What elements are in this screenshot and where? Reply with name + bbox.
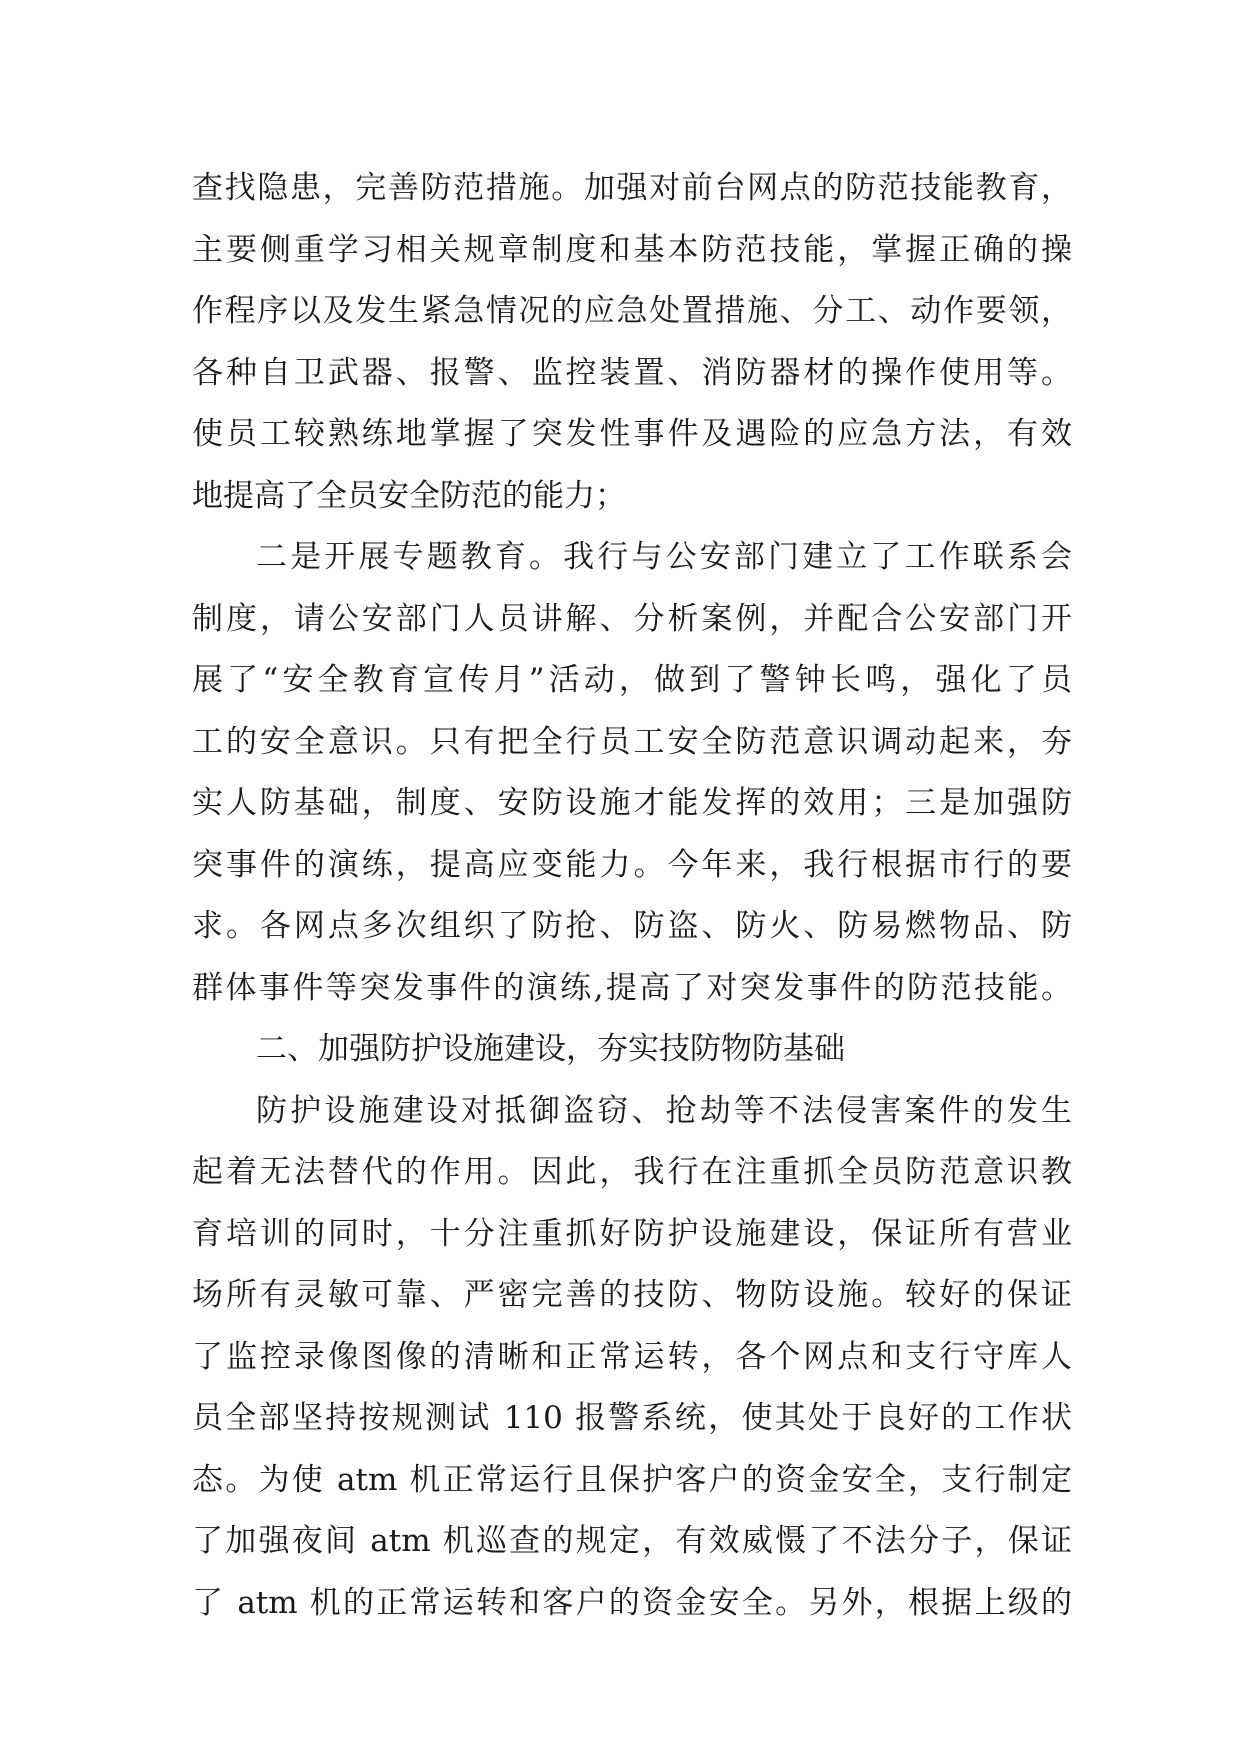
text-line: 实人防基础，制度、安防设施才能发挥的效用；三是加强防 <box>192 785 1072 821</box>
text-line: 求。各网点多次组织了防抢、防盗、防火、防易燃物品、防 <box>192 908 1072 944</box>
text-line: 群体事件等突发事件的演练,提高了对突发事件的防范技能。 <box>192 969 1072 1006</box>
body-text <box>192 158 1072 1634</box>
text-line: 工的安全意识。只有把全行员工安全防范意识调动起来，夯 <box>192 723 1072 760</box>
text-line: 了加强夜间 atm 机巡查的规定，有效威慑了不法分子，保证 <box>192 1523 1072 1559</box>
text-line: 育培训的同时，十分注重抓好防护设施建设，保证所有营业 <box>192 1215 1072 1252</box>
text-line: 地提高了全员安全防范的能力； <box>192 477 626 514</box>
text-line: 使员工较熟练地掌握了突发性事件及遇险的应急方法，有效 <box>192 416 1072 452</box>
text-line: 突事件的演练，提高应变能力。今年来，我行根据市行的要 <box>192 846 1072 883</box>
text-line: 场所有灵敏可靠、严密完善的技防、物防设施。较好的保证 <box>192 1277 1072 1313</box>
text-line: 员全部坚持按规测试 110 报警系统，使其处于良好的工作状 <box>192 1400 1072 1436</box>
text-line: 态。为使 atm 机正常运行且保护客户的资金安全，支行制定 <box>192 1461 1072 1498</box>
text-line: 制度，请公安部门人员讲解、分析案例，并配合公安部门开 <box>192 600 1072 637</box>
text-line: 查找隐患，完善防范措施。加强对前台网点的防范技能教育， <box>192 170 1072 206</box>
text-line: 主要侧重学习相关规章制度和基本防范技能，掌握正确的操 <box>192 231 1072 268</box>
text-line: 了监控录像图像的清晰和正常运转，各个网点和支行守库人 <box>192 1338 1072 1375</box>
text-line: 起着无法替代的作用。因此，我行在注重抓全员防范意识教 <box>192 1154 1072 1190</box>
text-line: 各种自卫武器、报警、监控装置、消防器材的操作使用等。 <box>192 354 1072 391</box>
text-line: 作程序以及发生紧急情况的应急处置措施、分工、动作要领， <box>192 293 1072 329</box>
text-line: 防护设施建设对抵御盗窃、抢劫等不法侵害案件的发生 <box>256 1092 1072 1129</box>
text-line: 展了“安全教育宣传月”活动，做到了警钟长鸣，强化了员 <box>192 662 1072 698</box>
text-line: 了 atm 机的正常运转和客户的资金安全。另外，根据上级的 <box>192 1584 1072 1621</box>
text-line: 二是开展专题教育。我行与公安部门建立了工作联系会 <box>256 539 1072 575</box>
text-line: 二、加强防护设施建设，夯实技防物防基础 <box>256 1031 845 1067</box>
